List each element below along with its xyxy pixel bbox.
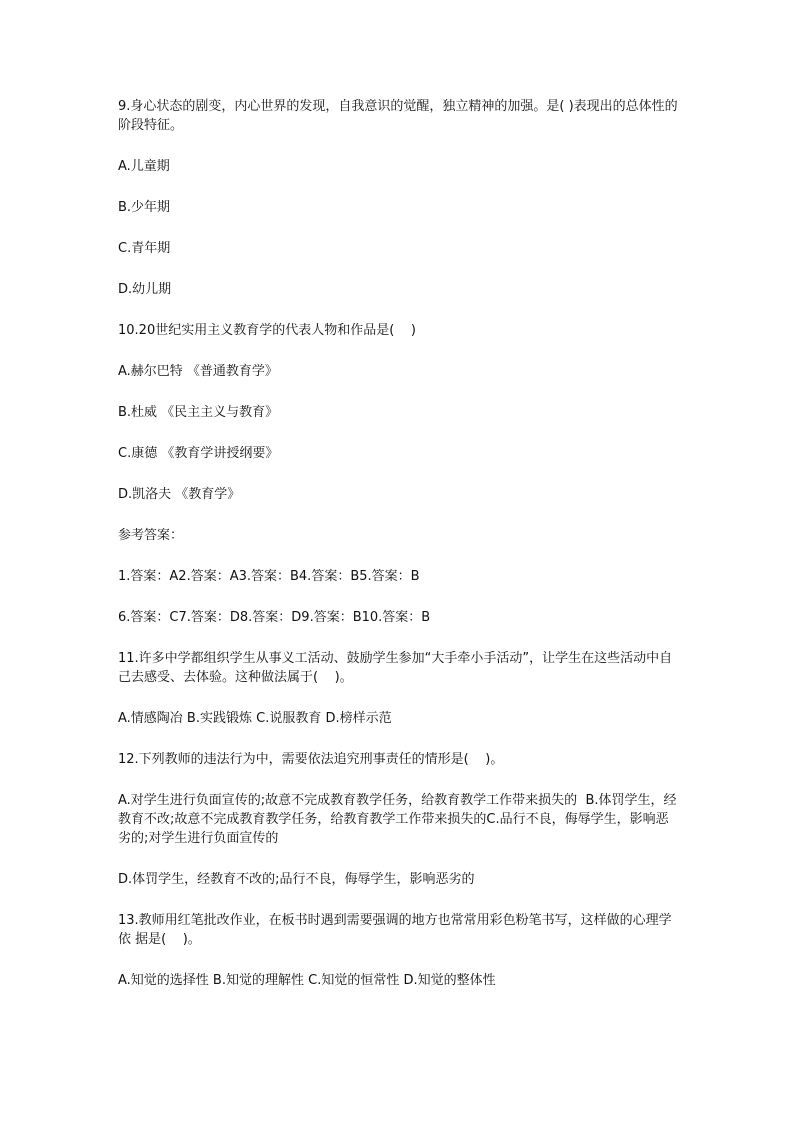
- question-9-option-b: B.少年期: [118, 200, 171, 215]
- question-10-option-b: B.杜威 《民主主义与教育》: [118, 405, 279, 420]
- question-10-option-a: A.赫尔巴特 《普通教育学》: [118, 364, 278, 379]
- question-10-option-c: C.康德 《教育学讲授纲要》: [118, 446, 279, 461]
- question-10-stem: 10.20世纪实用主义教育学的代表人物和作品是( ): [118, 323, 416, 338]
- question-11-stem: 11.许多中学都组织学生从事义工活动、鼓励学生参加“大手牵小手活动”，让学生在这些活动中自己去感受、去体验。这种做法属于( )。: [118, 651, 673, 685]
- answers-line-1: 1.答案：A2.答案：A3.答案：B4.答案：B5.答案：B: [118, 569, 420, 584]
- question-12-option-d: D.体罚学生，经教育不改的;品行不良，侮辱学生，影响恶劣的: [118, 872, 475, 887]
- answers-line-2: 6.答案：C7.答案：D8.答案：D9.答案：B10.答案：B: [118, 610, 431, 625]
- question-9-option-d: D.幼儿期: [118, 282, 172, 297]
- answers-title: 参考答案：: [118, 528, 184, 543]
- question-12-stem: 12.下列教师的违法行为中，需要依法追究刑事责任的情形是( )。: [118, 752, 504, 767]
- question-13-stem: 13.教师用红笔批改作业，在板书时遇到需要强调的地方也常常用彩色粉笔书写，这样做的心理学依 据是( )。: [118, 913, 672, 947]
- question-13-options: A.知觉的选择性 B.知觉的理解性 C.知觉的恒常性 D.知觉的整体性: [118, 973, 496, 988]
- question-10-option-d: D.凯洛夫 《教育学》: [118, 487, 241, 502]
- question-9-option-a: A.儿童期: [118, 159, 170, 174]
- question-12-options-a-to-c: A.对学生进行负面宣传的;故意不完成教育教学任务，给教育教学工作带来损失的 B.体罚学生，经教育不改;故意不完成教育教学任务，给教育教学工作带来损失的C.品行不良，侮辱学生，影响恶劣的;对学生进行负面宣传的: [118, 793, 677, 846]
- document-page: [118, 97, 678, 990]
- question-11-options: A.情感陶冶 B.实践锻炼 C.说服教育 D.榜样示范: [118, 711, 392, 726]
- question-9-option-c: C.青年期: [118, 241, 171, 256]
- question-9-stem: 9.身心状态的剧变，内心世界的发现，自我意识的觉醒，独立精神的加强。是( )表现出的总体性的阶段特征。: [118, 99, 678, 133]
